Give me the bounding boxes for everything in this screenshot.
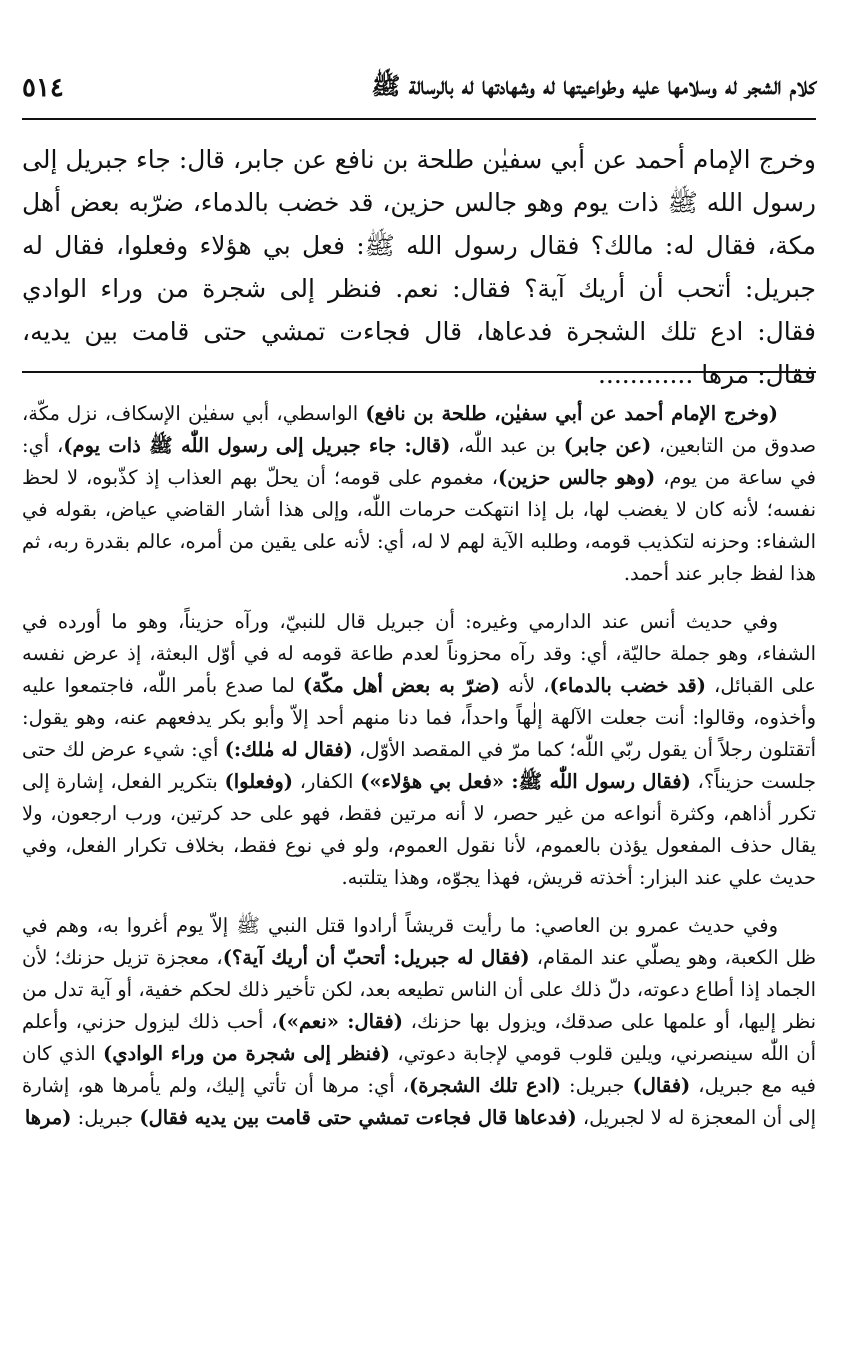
text-separator-rule — [22, 371, 816, 373]
commentary-text: الكفار، — [293, 770, 361, 793]
commentary-text: وفي حديث عمرو بن العاصي: ما رأيت قريشاً أرادوا قتل النبي ﷺ إلاّ يوم أغروا به، وهم في ظل الكعبة، وهو يصلّي عند المقام، — [22, 914, 816, 969]
quoted-text: (مرها — [24, 1106, 72, 1129]
commentary — [22, 398, 816, 1150]
quoted-text: (فنظر إلى شجرة من وراء الوادي) — [103, 1042, 391, 1065]
quoted-text: (قال: جاء جبريل إلى رسول اللّٰه ﷺ ذات يوم) — [63, 434, 451, 457]
quoted-text: (فقال له مٰلك:) — [224, 738, 353, 761]
quoted-text: (ضرّ به بعض أهل مكّة) — [302, 674, 501, 697]
commentary-text: ، مغموم على قومه؛ أن يحلّ بهم العذاب إذ كذّبوه، لا لحظ نفسه؛ لأنه كان لا يغضب لها، بل إذا انتهكت حرمات اللّٰه، وإلى هذا أشار القاضي عياض، بقوله في الشفاء: وحزنه لتكذيب قومه، وطلبه الآية لهم لا له، أي: لأنه على يقين من أمره، عالم بقدرة ربه، ثم هذا لفظ جابر عند أحمد. — [22, 466, 816, 585]
commentary-text: ، معجزة تزيل حزنك؛ لأن الجماد إذا أطاع دعوته، دلّ ذلك على أن الناس تطيعه بعد، لكن تأخير ذلك لحكم خفية، أو آية تدل من نظر إليها، أو علمها على صدقك، ويزول بها حزنك، — [22, 946, 816, 1033]
commentary-text: بتكرير الفعل، إشارة إلى تكرر أذاهم، وكثرة أنواعه من غير حصر، لا أنه مرتين فقط، فهو على حد كرتين، ورب ارجعون، ولا يقال حذف المفعول يؤذن بالعموم، لأنا نقول العموم، ولو في نوع فقط، بخلاف تكرار الفعل، وفي حديث علي عند البزار: أخذته قريش، فهذا يجوّه، وهذا يتلتبه. — [22, 770, 816, 889]
main-text-paragraph: وخرج الإمام أحمد عن أبي سفيٰن طلحة بن نافع عن جابر، قال: جاء جبريل إلى رسول الله ﷺ ذات يوم وهو جالس حزين، قد خضب بالدماء، ضرّبه بعض أهل مكة، فقال له: مالك؟ فقال رسول الله ﷺ: فعل بي هؤلاء وفعلوا، فقال له جبريل: أتحب أن أريك آية؟ فقال: نعم. فنظر إلى شجرة من وراء الوادي فقال: ادع تلك الشجرة فدعاها، قال فجاءت تمشي حتى قامت بين يديه، فقال: مرها ............ — [22, 145, 816, 389]
quoted-text: (وهو جالس حزين) — [498, 466, 656, 489]
quoted-text: (فقال: «نعم») — [277, 1010, 403, 1033]
quoted-text: (عن جابر) — [563, 434, 652, 457]
quoted-text: (ادع تلك الشجرة) — [408, 1074, 562, 1097]
header-rule — [22, 118, 816, 120]
commentary-text: الذي كان فيه مع جبريل، — [22, 1042, 816, 1097]
commentary-paragraph-1 — [22, 398, 816, 590]
commentary-text: الواسطي، أبي سفيٰن الإسكاف، نزل مكّة، صدوق من التابعين، — [22, 402, 816, 457]
quoted-text: (فدعاها قال فجاءت تمشي حتى قامت بين يديه فقال) — [139, 1106, 577, 1129]
commentary-text: ، أي: في ساعة من يوم، — [22, 434, 816, 489]
page-header — [22, 62, 816, 114]
quoted-text: (وفعلوا) — [224, 770, 294, 793]
quoted-text: (فقال له جبريل: أتحبّ أن أريك آية؟) — [222, 946, 530, 969]
commentary-text: وفي حديث أنس عند الدارمي وغيره: أن جبريل قال للنبيّ، ورآه حزيناً، وهو ما أورده في الشفاء، وهو جملة حاليّة، أي: وقد رآه محزوناً لعدم طاعة قومه له في أوّل البعثة، إذ عرض نفسه على القبائل، — [22, 610, 816, 697]
main-text — [22, 138, 816, 396]
commentary-text: بن عبد اللّٰه، — [450, 434, 564, 457]
commentary-paragraph-3 — [22, 910, 816, 1134]
commentary-text: ، أحب ذلك ليزول حزني، وأعلم أن اللّٰه سينصرني، ويلين قلوب قومي لإجابة دعوتي، — [22, 1010, 816, 1065]
commentary-text: ، أي: مرها أن تأتي إليك، ولم يأمرها هو، إشارة إلى أن المعجزة له لا لجبريل، — [22, 1074, 816, 1129]
quoted-text: (فقال رسول اللّٰه ﷺ: «فعل بي هؤلاء») — [360, 770, 691, 793]
page-number: ٥١٤ — [22, 73, 64, 103]
commentary-text: لما صدع بأمر اللّٰه، فاجتمعوا عليه وأخذوه، وقالوا: أنت جعلت الآلهة إلٰهاً واحداً، فما دنا منهم أحد إلاّ وأبو بكر يدفعهم عنه، وهو يقول: أتقتلون رجلاً أن يقول ربّي اللّٰه؛ كما مرّ في المقصد الأوّل، — [22, 674, 816, 761]
commentary-text: أي: شيء عرض لك حتى جلست حزيناً؟، — [22, 738, 816, 793]
commentary-paragraph-2 — [22, 606, 816, 894]
quoted-text: (قد خضب بالدماء) — [549, 674, 706, 697]
commentary-text: ، لأنه — [500, 674, 550, 697]
commentary-text: جبريل: — [71, 1106, 140, 1129]
quoted-text: (فقال) — [632, 1074, 691, 1097]
quoted-text: (وخرج الإمام أحمد عن أبي سفيٰن، طلحة بن نافع) — [365, 402, 778, 425]
commentary-text: جبريل: — [561, 1074, 633, 1097]
running-title: كلام الشجر له وسلامها عليه وطواعيتها له وشهادتها له بالرسالة ﷺ — [371, 70, 816, 100]
